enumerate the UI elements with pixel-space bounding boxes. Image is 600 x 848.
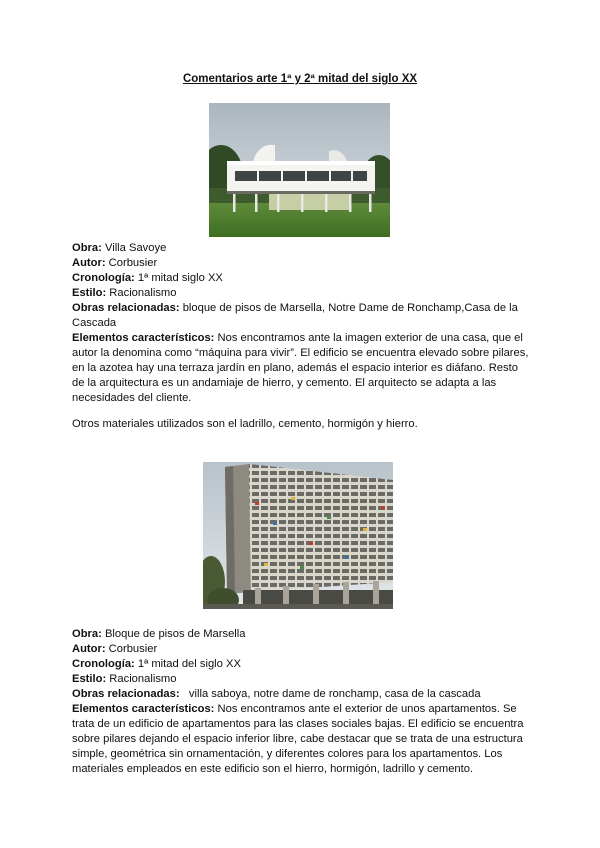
field-obras-relacionadas: Obras relacionadas: villa saboya, notre dame de ronchamp, casa de la cascada <box>72 688 481 700</box>
field-estilo: Estilo: Racionalismo <box>72 287 177 299</box>
field-obra: Obra: Bloque de pisos de Marsella <box>72 628 246 640</box>
field-autor: Autor: Corbusier <box>72 643 158 655</box>
entry-villa-savoye <box>72 241 532 406</box>
page-title: Comentarios arte 1ª y 2ª mitad del siglo XX <box>182 73 418 85</box>
field-cronologia: Cronología: 1ª mitad del siglo XX <box>72 658 241 670</box>
field-elementos: Elementos característicos: Nos encontramos ante la imagen exterior de una casa, que el autor la denomina como “máquina para vivir”. El edificio se encuentra elevado sobre pilares, en la azotea hay una terraza jardín en plano, además el espacio interior es diáfano. Resto de la arquitectura es un andamiaje de hierro, y cemento. El arquitecto se adapta a las necesidades del cliente. <box>72 332 529 404</box>
field-obra: Obra: Villa Savoye <box>72 242 167 254</box>
field-elementos: Elementos característicos: Nos encontramos ante el exterior de unos apartamentos. Se trata de un edificio de apartamentos para las clases sociales bajas. El edificio se encuentra sobre pilares dejando el espacio inferior libre, cabe destacar que se trata de una estructura simple, geométrica sin ornamentación, y diferentes colores para los apartamentos. Los materiales empleados en este edificio son el hierro, hormigón, ladrillo y cemento. <box>72 703 524 775</box>
materials-note: Otros materiales utilizados son el ladrillo, cemento, hormigón y hierro. <box>72 418 418 430</box>
villa-savoye-photo <box>209 103 390 237</box>
entry-bloque-marsella <box>72 627 532 777</box>
field-autor: Autor: Corbusier <box>72 257 158 269</box>
field-cronologia: Cronología: 1ª mitad siglo XX <box>72 272 223 284</box>
field-estilo: Estilo: Racionalismo <box>72 673 177 685</box>
field-obras-relacionadas: Obras relacionadas: bloque de pisos de Marsella, Notre Dame de Ronchamp,Casa de la Cascada <box>72 302 518 329</box>
unite-marsella-photo <box>203 462 393 609</box>
